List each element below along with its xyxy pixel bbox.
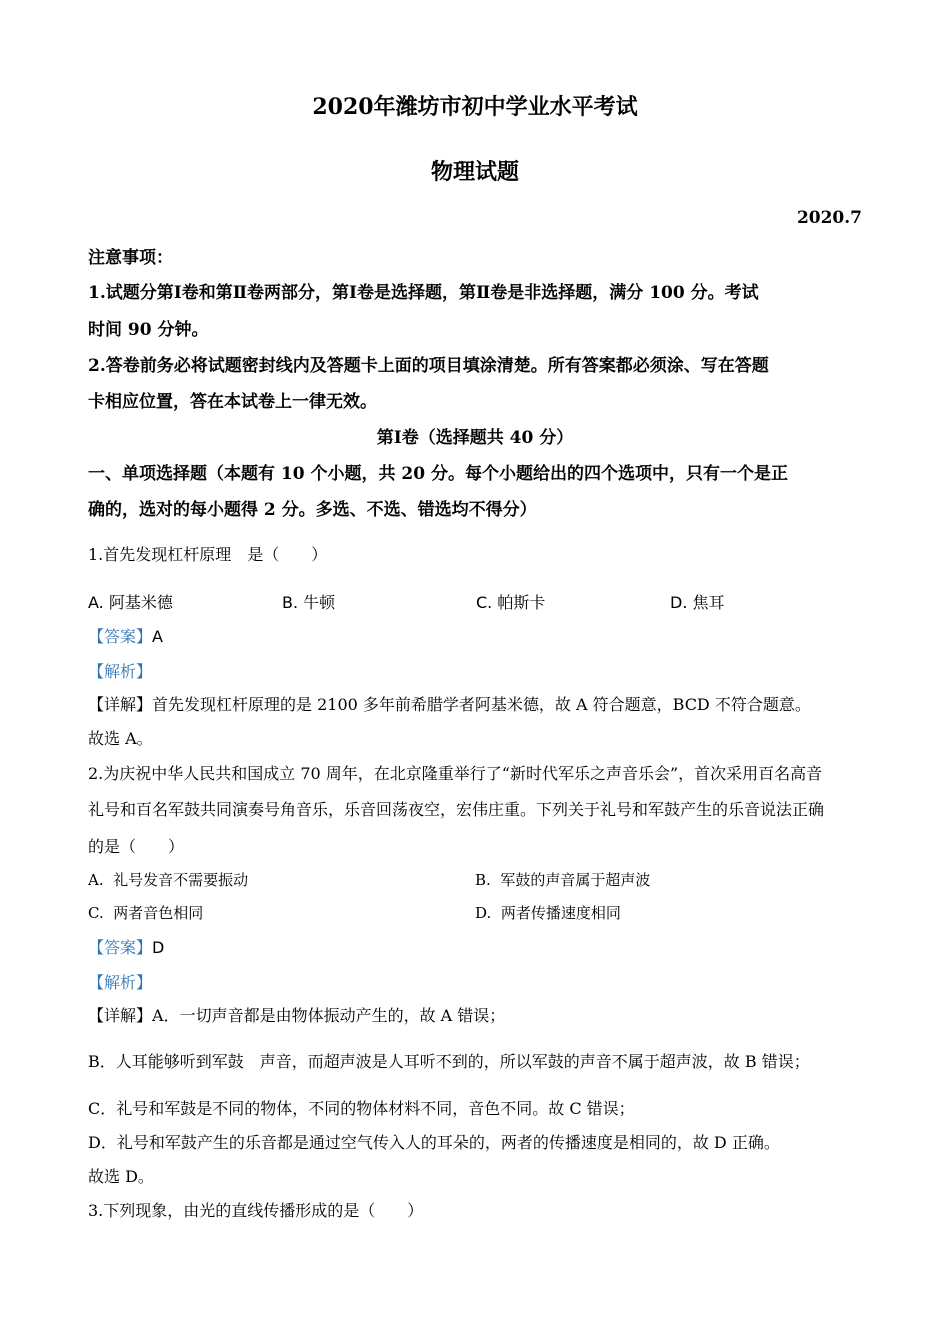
q2-stem-line-2: 礼号和百名军鼓共同演奏号角音乐，乐音回荡夜空，宏伟庄重。下列关于礼号和军鼓产生的乐音说法正确 — [88, 800, 825, 819]
answer-label: 【答案】 — [88, 627, 153, 646]
volume-title: 第Ⅰ卷（选择题共 40 分） — [376, 428, 574, 448]
q2-detail-b: B．人耳能够听到军鼓 声音，而超声波是人耳听不到的，所以军鼓的声音不属于超声波，故 B 错误； — [88, 1052, 810, 1071]
q2-option-c: C. 两者音色相同 — [88, 904, 204, 922]
q2-detail-c: C．礼号和军鼓是不同的物体，不同的物体材料不同，音色不同。故 C 错误； — [88, 1099, 635, 1118]
notice-heading: 注意事项： — [88, 248, 173, 268]
answer-label: 【答案】 — [88, 938, 153, 957]
q2-stem-line-3: 的是（ ） — [88, 837, 185, 856]
page-subtitle: 物理试题 — [430, 159, 519, 185]
page-title: 2020年潍坊市初中学业水平考试 — [312, 94, 638, 120]
q1-analysis-label: 【解析】 — [88, 662, 153, 681]
q2-stem-line-1: 2.为庆祝中华人民共和国成立 70 周年，在北京隆重举行了“新时代军乐之声音乐会”，首次采用百名高音 — [88, 764, 823, 783]
part-heading-line-1: 一、单项选择题（本题有 10 个小题，共 20 分。每个小题给出的四个选项中，只有一个是正 — [88, 464, 788, 484]
notice-item-2-line-2: 卡相应位置，答在本试卷上一律无效。 — [88, 392, 377, 412]
q1-conclusion: 故选 A。 — [88, 729, 153, 748]
exam-date: 2020.7 — [796, 208, 862, 228]
notice-item-2-line-1: 2.答卷前务必将试题密封线内及答题卡上面的项目填涂清楚。所有答案都必须涂、写在答题 — [88, 356, 769, 376]
notice-item-1-line-1: 1.试题分第Ⅰ卷和第Ⅱ卷两部分，第Ⅰ卷是选择题，第Ⅱ卷是非选择题，满分 100 分。考试 — [88, 283, 759, 303]
q1-detail: 【详解】首先发现杠杆原理的是 2100 多年前希腊学者阿基米德，故 A 符合题意，BCD 不符合题意。 — [88, 695, 811, 714]
q2-analysis-label: 【解析】 — [88, 973, 153, 992]
q2-detail-a: 【详解】A．一切声音都是由物体振动产生的，故 A 错误； — [88, 1006, 506, 1025]
q2-option-a: A. 礼号发音不需要振动 — [88, 871, 249, 889]
q1-stem: 1.首先发现杠杆原理 是（ ） — [88, 545, 328, 564]
q2-option-b: B. 军鼓的声音属于超声波 — [475, 871, 651, 889]
q2-conclusion: 故选 D。 — [88, 1167, 154, 1186]
q1-option-d: D. 焦耳 — [670, 593, 725, 612]
q2-answer: 【答案】D — [88, 938, 165, 957]
q1-option-c: C. 帕斯卡 — [476, 593, 546, 612]
q1-option-a: A. 阿基米德 — [88, 593, 173, 612]
q1-option-b: B. 牛顿 — [282, 593, 336, 612]
q2-option-d: D. 两者传播速度相同 — [475, 904, 621, 922]
q1-answer: 【答案】A — [88, 627, 163, 646]
q2-detail-d: D．礼号和军鼓产生的乐音都是通过空气传入人的耳朵的，两者的传播速度是相同的，故 D 正确。 — [88, 1133, 780, 1152]
q3-stem: 3.下列现象，由光的直线传播形成的是（ ） — [88, 1201, 424, 1220]
notice-item-1-line-2: 时间 90 分钟。 — [88, 320, 209, 340]
part-heading-line-2: 确的，选对的每小题得 2 分。多选、不选、错选均不得分） — [88, 500, 537, 520]
